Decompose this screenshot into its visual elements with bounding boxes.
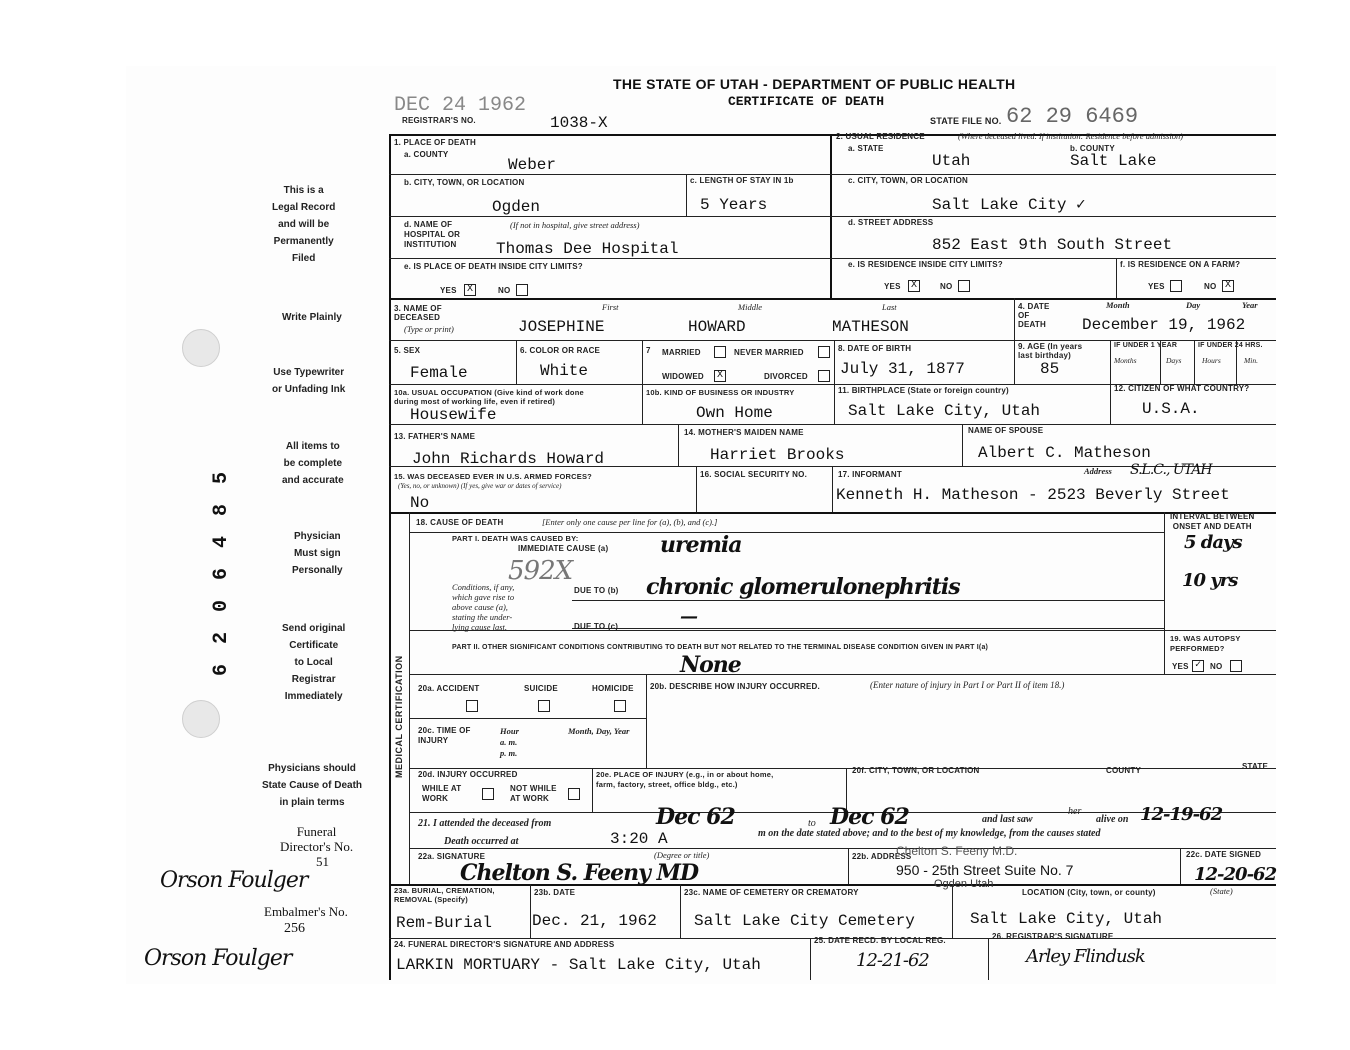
rule (530, 884, 531, 938)
age: 85 (1040, 360, 1060, 378)
widowed-checkbox[interactable]: X (714, 370, 726, 382)
rule (642, 384, 643, 424)
residence-city: Salt Lake City ✓ (932, 196, 1086, 214)
rule (642, 340, 643, 384)
degree-label: (Degree or title) (654, 850, 710, 860)
business: Own Home (696, 404, 773, 422)
rule (409, 848, 1276, 849)
middle-header: Middle (738, 302, 763, 312)
rule (1164, 630, 1165, 674)
cause-note: [Enter only one cause per line for (a), (b), and (c).] (542, 517, 718, 527)
cemetery-label: 23c. NAME OF CEMETERY OR CREMATORY (684, 888, 859, 897)
signature-label: 22a. SIGNATURE (418, 852, 486, 861)
business-label: 10b. KIND OF BUSINESS OR INDUSTRY (646, 388, 795, 397)
note-physicians-state: Physicians should State Cause of Death in plain terms (262, 763, 363, 808)
death-city: Ogden (492, 198, 541, 216)
injury-describe-label: 20b. DESCRIBE HOW INJURY OCCURRED. (650, 682, 820, 691)
spouse-name: Albert C. Matheson (978, 444, 1151, 462)
injury-describe-note: (Enter nature of injury in Part I or Part II of item 18.) (870, 680, 1065, 690)
res-city-label: c. CITY, TOWN, OR LOCATION (848, 176, 969, 185)
farm-label: f. IS RESIDENCE ON A FARM? (1120, 260, 1241, 269)
cause-b: chronic glomerulonephritis (646, 574, 960, 600)
death-time: 3:20 A (610, 830, 668, 848)
first-header: First (602, 302, 619, 312)
suicide-label: SUICIDE (524, 684, 558, 693)
attended-from: Dec 62 (656, 804, 735, 830)
state-file-number: 62 29 6469 (1006, 104, 1139, 129)
informant-label: 17. INFORMANT (838, 470, 902, 479)
while-at-work-checkbox[interactable] (482, 788, 494, 800)
rule (834, 384, 835, 424)
state-header: THE STATE OF UTAH - DEPARTMENT OF PUBLIC HEALTH (613, 76, 1016, 92)
month-day-year-header: Month, Day, Year (568, 726, 630, 736)
rule (409, 674, 1276, 675)
rule (1194, 340, 1195, 384)
injury-county-label: COUNTY (1106, 766, 1141, 775)
city-label: b. CITY, TOWN, OR LOCATION (404, 178, 525, 187)
burial-type: Rem-Burial (396, 914, 493, 932)
to-label: to (808, 818, 816, 829)
hospital-name: Thomas Dee Hospital (496, 240, 679, 258)
farm-yes-checkbox[interactable] (1170, 280, 1182, 292)
physician-signature: Chelton S. Feeny MD (460, 860, 699, 886)
married-checkbox[interactable] (714, 346, 726, 358)
rule (962, 424, 963, 466)
alive-date: 12-19-62 (1140, 804, 1223, 825)
residence-note: (Where deceased lived. If institution: Residence before admission) (958, 131, 1184, 141)
rule (572, 628, 1164, 629)
rule (1180, 848, 1181, 884)
rule (592, 768, 593, 812)
address-label: Address (1084, 466, 1112, 476)
last-name: MATHESON (832, 318, 909, 336)
spouse-label: NAME OF SPOUSE (968, 426, 1044, 435)
divorced-label: DIVORCED (764, 372, 808, 381)
rule (389, 216, 1276, 217)
physician-address-stamp: Chelton S. Feeny M.D. (896, 844, 1018, 858)
min-header: Min. (1244, 356, 1258, 365)
no-label: NO (498, 286, 511, 295)
residence-label: 2. USUAL RESIDENCE (836, 132, 925, 141)
rule (646, 674, 647, 768)
homicide-label: HOMICIDE (592, 684, 634, 693)
armed-forces: No (410, 494, 430, 512)
funeral-director-signature: Orson Foulger (160, 868, 308, 893)
page-title: CERTIFICATE OF DEATH (728, 94, 885, 109)
farm-no-checkbox[interactable]: X (1222, 280, 1234, 292)
homicide-checkbox[interactable] (614, 700, 626, 712)
occupation: Housewife (410, 406, 497, 424)
race-label: 6. COLOR OR RACE (520, 346, 601, 355)
date-received: 12-21-62 (856, 950, 929, 971)
time-of-injury-label: 20c. TIME OF INJURY (418, 726, 471, 745)
conditions-note: Conditions, if any, which gave rise to above cause (a), stating the under- lying cause last. (452, 582, 515, 632)
state-label: a. STATE (848, 144, 884, 153)
funeral-director-sig-label: 24. FUNERAL DIRECTOR'S SIGNATURE AND ADDRESS (394, 940, 615, 949)
autopsy-label: 19. WAS AUTOPSY PERFORMED? (1170, 634, 1241, 653)
rule (389, 512, 1276, 514)
rule (409, 512, 410, 884)
rule (409, 532, 1164, 533)
rule (546, 848, 756, 849)
citizenship: U.S.A. (1142, 400, 1200, 418)
sex-label: 5. SEX (394, 346, 421, 355)
autopsy-yes-checkbox[interactable]: ✓ (1192, 660, 1204, 672)
alive-on-label: alive on (1096, 814, 1129, 825)
injury-city-label: 20f. CITY, TOWN, OR LOCATION (852, 766, 980, 775)
armed-forces-label: 15. WAS DECEASED EVER IN U.S. ARMED FORCES? (394, 472, 592, 481)
hours-header: Hours (1202, 356, 1221, 365)
rule (1116, 258, 1117, 298)
death-county: Weber (508, 156, 557, 174)
state-file-label: STATE FILE NO. (930, 116, 1002, 126)
year-header: Year (1242, 300, 1258, 310)
medical-side-label: MEDICAL CERTIFICATION (394, 655, 404, 778)
residence-county: Salt Lake (1070, 152, 1157, 170)
rule (1014, 298, 1015, 340)
first-name: JOSEPHINE (518, 318, 605, 336)
registrar-signature-label: 26. REGISTRAR'S SIGNATURE (992, 932, 1114, 941)
date-stamp: DEC 24 1962 (394, 94, 527, 117)
knowledge-statement: m on the date stated above; and to the best of my knowledge, from the causes stated (758, 828, 1101, 839)
burial-label: 23a. BURIAL, CREMATION, REMOVAL (Specify) (394, 886, 495, 904)
note-typewriter: Use Typewriter or Unfading Ink (272, 367, 346, 395)
rule (1110, 384, 1111, 424)
county-label: a. COUNTY (404, 150, 449, 159)
form-left-border (389, 134, 391, 980)
attended-label: 21. I attended the deceased from (418, 818, 552, 829)
name-label: 3. NAME OF DECEASED (394, 304, 442, 322)
suicide-checkbox[interactable] (538, 700, 550, 712)
days-header: Days (1166, 356, 1182, 365)
birth-label: 8. DATE OF BIRTH (838, 344, 912, 353)
citizen-label: 12. CITIZEN OF WHAT COUNTRY? (1114, 384, 1250, 393)
place-of-injury-label: 20e. PLACE OF INJURY (e.g., in or about home, farm, factory, street, office bldg., etc.) (596, 770, 774, 789)
rule (1110, 340, 1111, 384)
immediate-cause-label: IMMEDIATE CAUSE (a) (518, 544, 609, 553)
res-inside-limits-yes-checkbox[interactable]: X (908, 280, 920, 292)
death-occurred-label: Death occurred at (444, 836, 519, 847)
middle-name: HOWARD (688, 318, 746, 336)
icd-code: 592X (508, 556, 573, 586)
rule (834, 340, 835, 384)
physician-address: 950 - 25th Street Suite No. 7 (896, 862, 1074, 878)
informant: Kenneth H. Matheson - 2523 Beverly Street (836, 486, 1230, 504)
race: White (540, 362, 589, 380)
funeral-home: LARKIN MORTUARY - Salt Lake City, Utah (396, 956, 761, 974)
res-county-label: b. COUNTY (1070, 144, 1115, 153)
rule (409, 630, 1276, 631)
rule (389, 258, 1276, 259)
note-physician-sign: Physician Must sign Personally (292, 531, 343, 576)
name-note: (Type or print) (404, 324, 454, 334)
accident-label: 20a. ACCIDENT (418, 684, 480, 693)
armed-forces-note: (Yes, no, or unknown) (If yes, give war or dates of service) (398, 482, 562, 490)
rule (832, 466, 833, 512)
certificate-sheet (126, 66, 1276, 984)
yes-label: YES (1148, 282, 1165, 291)
rule (952, 884, 953, 938)
inside-limits-label: e. IS PLACE OF DEATH INSIDE CITY LIMITS? (404, 262, 583, 271)
rule (516, 340, 517, 384)
attended-to: Dec 62 (830, 804, 909, 830)
rule (848, 848, 849, 884)
part2-answer: None (680, 652, 741, 678)
burial-date-label: 23b. DATE (534, 888, 576, 897)
location-label: LOCATION (City, town, or county) (1022, 888, 1156, 897)
death-inside-limits-no-checkbox[interactable] (516, 284, 528, 296)
rule (389, 298, 1276, 300)
burial-location: Salt Lake City, Utah (970, 910, 1163, 928)
not-at-work-label: NOT WHILE AT WORK (510, 784, 557, 803)
registrar-number: 1038-X (550, 114, 608, 132)
punch-hole-top (182, 329, 220, 367)
injury-state-label: STATE (1242, 762, 1269, 771)
rule (1164, 512, 1165, 630)
date-received-label: 25. DATE RECD. BY LOCAL REG. (814, 936, 946, 945)
embalmer-number: 256 (284, 921, 305, 936)
rule (1014, 340, 1015, 384)
birth-date: July 31, 1877 (840, 360, 965, 378)
never-married-label: NEVER MARRIED (734, 348, 804, 357)
father-name: John Richards Howard (412, 450, 605, 468)
father-label: 13. FATHER'S NAME (394, 432, 476, 441)
institution-note: (If not in hospital, give street address) (510, 220, 640, 230)
note-legal-record: This is a Legal Record and will be Permanently Filed (272, 185, 336, 264)
her-label: her (1068, 806, 1082, 817)
residence-state: Utah (932, 152, 971, 170)
funeral-director-number: 51 (316, 854, 329, 869)
institution-label: d. NAME OF HOSPITAL OR INSTITUTION (404, 220, 461, 249)
day-header: Day (1186, 300, 1201, 310)
address-label-22b: 22b. ADDRESS (852, 852, 912, 861)
burial-date: Dec. 21, 1962 (532, 912, 657, 930)
social-security-label: 16. SOCIAL SECURITY NO. (700, 470, 807, 479)
embalmer-signature: Orson Foulger (144, 946, 292, 971)
interval-a: 5 days (1184, 532, 1242, 553)
hour-header: Hour a. m. p. m. (500, 726, 519, 758)
rule (680, 884, 681, 938)
part2-label: PART II. OTHER SIGNIFICANT CONDITIONS CONTRIBUTING TO DEATH BUT NOT RELATED TO THE TERMINAL DISEASE CONDITION GIVEN IN PART I(a) (452, 644, 989, 651)
months-header: Months (1114, 356, 1137, 365)
due-to-c-label: DUE TO (c) (574, 622, 619, 631)
vertical-number: 6 2 0 6 4 8 5 (210, 467, 233, 676)
last-header: Last (882, 302, 897, 312)
birthplace: Salt Lake City, Utah (848, 402, 1041, 420)
informant-city: S.L.C., UTAH (1130, 462, 1212, 478)
date-signed: 12-20-62 (1194, 864, 1277, 885)
rule (678, 424, 679, 466)
res-inside-limits-label: e. IS RESIDENCE INSIDE CITY LIMITS? (848, 260, 1003, 269)
under-1-year-label: IF UNDER 1 YEAR (1114, 342, 1178, 349)
birthplace-label: 11. BIRTHPLACE (State or foreign country) (838, 386, 1009, 395)
place-of-death-label: 1. PLACE OF DEATH (394, 138, 476, 147)
due-to-b-label: DUE TO (b) (574, 586, 619, 595)
cause-a: uremia (660, 532, 742, 558)
yes-label: YES (884, 282, 901, 291)
sex: Female (410, 364, 468, 382)
embalmer-label: Embalmer's No. (264, 904, 348, 919)
month-header: Month (1106, 300, 1130, 310)
rule (409, 718, 646, 719)
never-married-checkbox[interactable] (818, 346, 830, 358)
cause-c: — (680, 606, 697, 627)
location-state-label: (State) (1210, 886, 1233, 896)
mother-name: Harriet Brooks (710, 446, 845, 464)
married-label: MARRIED (662, 348, 701, 357)
occupation-label: 10a. USUAL OCCUPATION (Give kind of work done during most of working life, even if retired) (394, 388, 584, 406)
physician-city: Ogden Utah (934, 878, 994, 890)
yes-label: YES (1172, 662, 1189, 671)
res-inside-limits-no-checkbox[interactable] (958, 280, 970, 292)
last-saw-label: and last saw (982, 814, 1033, 825)
registrar-signature: Arley Flindusk (1026, 946, 1145, 967)
rule (389, 424, 1276, 425)
note-complete: All items to be complete and accurate (282, 441, 344, 486)
date-of-death: December 19, 1962 (1082, 316, 1246, 334)
interval-label: INTERVAL BETWEEN ONSET AND DEATH (1170, 512, 1255, 531)
injury-occurred-label: 20d. INJURY OCCURRED (418, 770, 518, 779)
rule (696, 466, 697, 512)
widowed-label: WIDOWED (662, 372, 704, 381)
mother-label: 14. MOTHER'S MAIDEN NAME (684, 428, 804, 437)
rule (810, 938, 811, 980)
rule (572, 600, 1164, 601)
rule (988, 938, 989, 980)
rule (389, 340, 1276, 341)
street-label: d. STREET ADDRESS (848, 218, 934, 227)
registrar-label: REGISTRAR'S NO. (402, 116, 476, 125)
under-24-hrs-label: IF UNDER 24 HRS. (1198, 342, 1263, 349)
rule (409, 768, 1276, 769)
death-inside-limits-yes-checkbox[interactable]: X (464, 284, 476, 296)
age-label: 9. AGE (In years last birthday) (1018, 342, 1083, 360)
autopsy-no-checkbox[interactable] (1230, 660, 1242, 672)
cause-label: 18. CAUSE OF DEATH (416, 518, 504, 527)
yes-label: YES (440, 286, 457, 295)
stay-label: c. LENGTH OF STAY IN 1b (690, 176, 794, 185)
accident-checkbox[interactable] (466, 700, 478, 712)
date-of-death-label: 4. DATE OF DEATH (1018, 302, 1050, 329)
note-send-original: Send original Certificate to Local Registrar Immediately (282, 623, 346, 702)
punch-hole-bottom (182, 700, 220, 738)
no-label: NO (1210, 662, 1223, 671)
interval-b: 10 yrs (1182, 570, 1238, 591)
rule (686, 174, 687, 216)
date-signed-label: 22c. DATE SIGNED (1186, 850, 1262, 859)
not-at-work-checkbox[interactable] (568, 788, 580, 800)
while-at-work-label: WHILE AT WORK (422, 784, 462, 803)
rule (389, 174, 1276, 175)
part1-label: PART I. DEATH WAS CAUSED BY: (452, 534, 579, 543)
funeral-director-label: Funeral Director's No. (280, 824, 354, 854)
note-write-plainly: Write Plainly (282, 312, 342, 323)
no-label: NO (1204, 282, 1217, 291)
marital-label: 7 (646, 346, 651, 355)
divorced-checkbox[interactable] (818, 370, 830, 382)
cemetery: Salt Lake City Cemetery (694, 912, 915, 930)
residence-street: 852 East 9th South Street (932, 236, 1173, 254)
no-label: NO (940, 282, 953, 291)
length-of-stay: 5 Years (700, 196, 768, 214)
